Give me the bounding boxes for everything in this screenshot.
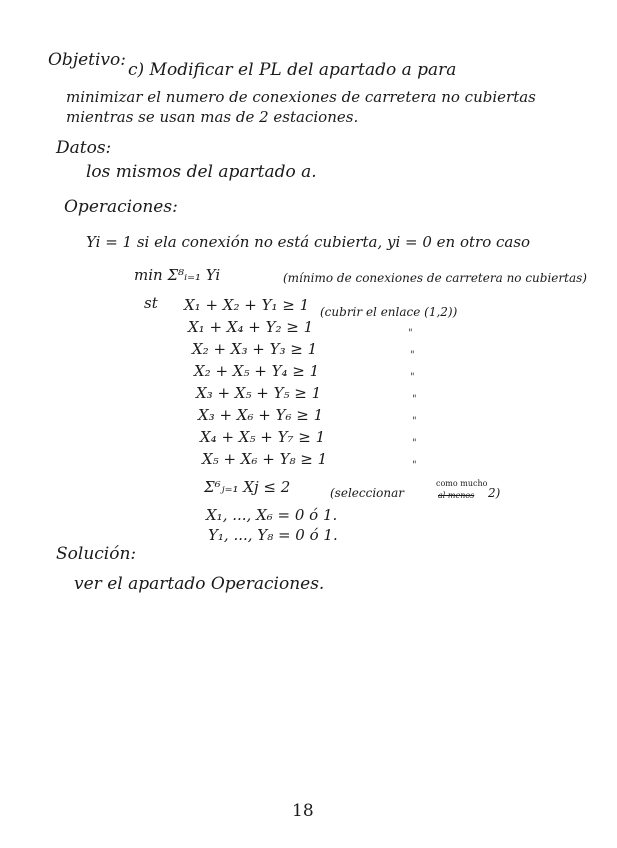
objective-heading: Objetivo:: [48, 50, 126, 70]
ditto-mark: ": [410, 372, 415, 383]
ditto-mark: ": [412, 416, 417, 427]
sum-constraint: Σ⁶ⱼ₌₁ Xj ≤ 2: [204, 478, 291, 496]
constraint-4: X₂ + X₅ + Y₄ ≥ 1: [194, 362, 320, 380]
ditto-mark: ": [410, 350, 415, 361]
constraint-1-note: (cubrir el enlace (1,2)): [320, 305, 458, 319]
sum-note-suffix: 2): [488, 486, 501, 500]
constraint-1: X₁ + X₂ + Y₁ ≥ 1: [184, 296, 310, 314]
constraint-2: X₁ + X₄ + Y₂ ≥ 1: [188, 318, 314, 336]
data-text: los mismos del apartado a.: [86, 162, 317, 182]
sum-note-prefix: (seleccionar: [330, 486, 405, 500]
variable-definition: Yi = 1 si ela conexión no está cubierta, yi = 0 en otro caso: [86, 233, 531, 251]
page-number: 18: [292, 801, 314, 821]
objective-function: min Σ⁸ᵢ₌₁ Yi: [134, 266, 221, 284]
ditto-mark: ": [412, 438, 417, 449]
ditto-mark: ": [408, 328, 413, 339]
constraint-5: X₃ + X₅ + Y₅ ≥ 1: [196, 384, 322, 402]
objective-line-2: minimizar el numero de conexiones de carretera no cubiertas: [66, 88, 536, 106]
ditto-mark: ": [412, 394, 417, 405]
objective-line-3: mientras se usan mas de 2 estaciones.: [66, 108, 359, 126]
data-heading: Datos:: [56, 138, 112, 158]
subject-to-label: st: [144, 294, 158, 312]
operations-heading: Operaciones:: [64, 197, 178, 217]
sum-note-correction: como mucho: [436, 479, 488, 488]
constraint-6: X₃ + X₆ + Y₆ ≥ 1: [198, 406, 324, 424]
constraint-8: X₅ + X₆ + Y₈ ≥ 1: [202, 450, 328, 468]
binary-x-constraint: X₁, ..., X₆ = 0 ó 1.: [206, 506, 338, 524]
objective-line-1: c) Modificar el PL del apartado a para: [128, 60, 457, 80]
objective-function-note: (mínimo de conexiones de carretera no cubiertas): [283, 271, 587, 285]
solution-heading: Solución:: [56, 544, 137, 564]
solution-text: ver el apartado Operaciones.: [74, 574, 325, 594]
constraint-7: X₄ + X₅ + Y₇ ≥ 1: [200, 428, 326, 446]
constraint-3: X₂ + X₃ + Y₃ ≥ 1: [192, 340, 318, 358]
ditto-mark: ": [412, 460, 417, 471]
binary-y-constraint: Y₁, ..., Y₈ = 0 ó 1.: [208, 526, 338, 544]
sum-note-struck: al menos: [438, 491, 475, 500]
